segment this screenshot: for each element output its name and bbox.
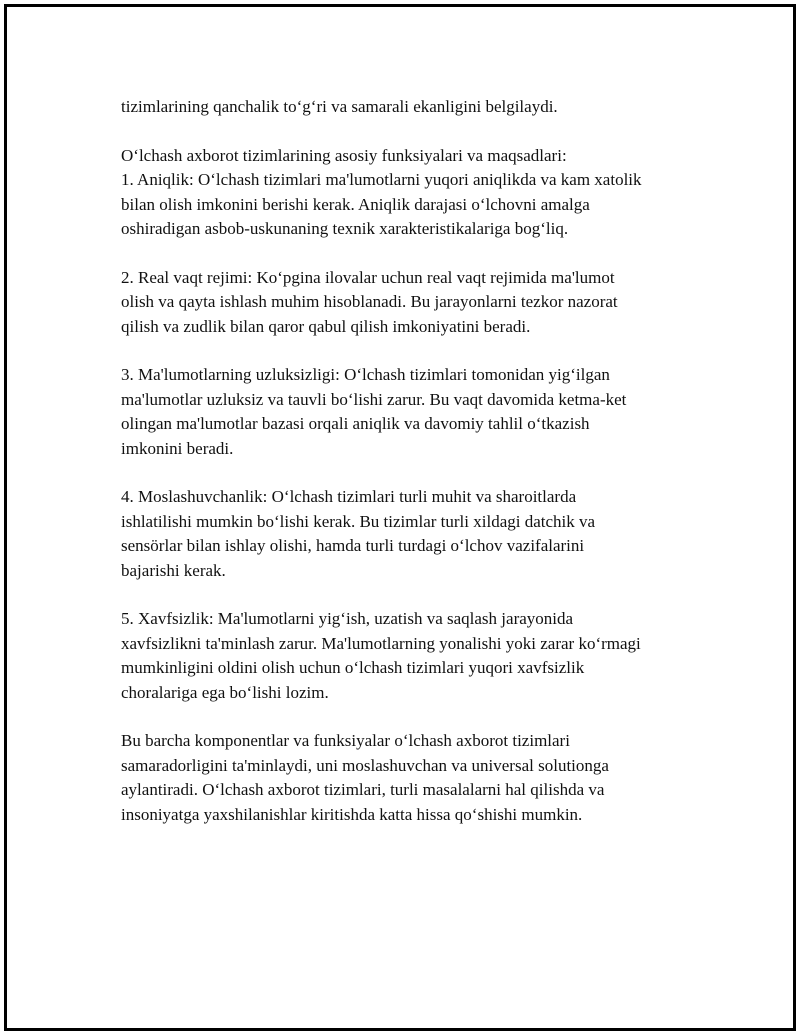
text-line: xavfsizlikni ta'minlash zarur. Ma'lumotlarning yonalishi yoki zarar ko‘rmagi [121,633,641,653]
page-frame [4,4,796,1031]
text-line: choralariga ega bo‘lishi lozim. [121,682,329,702]
paragraph-intro-continuation [121,95,711,119]
text-line: ishlatilishi mumkin bo‘lishi kerak. Bu tizimlar turli xildagi datchik va [121,511,596,531]
text-line: sensörlar bilan ishlay olishi, hamda turli turdagi o‘lchov vazifalarini [121,536,585,556]
text-line: olish va qayta ishlash muhim hisoblanadi. Bu jarayonlarni tezkor nazorat [121,292,618,312]
text-line: aylantiradi. O‘lchash axborot tizimlari, turli masalalarni hal qilishda va [121,780,605,800]
text-line: olingan ma'lumotlar bazasi orqali aniqlik va davomiy tahlil o‘tkazish [121,414,590,434]
text-line: 2. Real vaqt rejimi: Ko‘pgina ilovalar uchun real vaqt rejimida ma'lumot [121,267,615,287]
text-line: 5. Xavfsizlik: Ma'lumotlarni yig‘ish, uzatish va saqlash jarayonida [121,609,574,629]
paragraph-real-time [121,266,711,339]
text-line: bilan olish imkonini berishi kerak. Aniqlik darajasi o‘lchovni amalga [121,194,590,214]
text-line: qilish va zudlik bilan qaror qabul qilish imkoniyatini beradi. [121,316,531,336]
section-heading: O‘lchash axborot tizimlarining asosiy funksiyalari va maqsadlari: [121,145,567,165]
page-content [121,95,711,851]
paragraph-functions-heading-and-accuracy [121,144,711,242]
text-line: insoniyatga yaxshilanishlar kiritishda katta hissa qo‘shishi mumkin. [121,804,583,824]
text-line: 3. Ma'lumotlarning uzluksizligi: O‘lchash tizimlari tomonidan yig‘ilgan [121,365,610,385]
paragraph-flexibility [121,485,711,583]
text-line: 4. Moslashuvchanlik: O‘lchash tizimlari turli muhit va sharoitlarda [121,487,577,507]
paragraph-continuity [121,363,711,461]
paragraph-security [121,607,711,705]
text-line: tizimlarining qanchalik to‘g‘ri va samarali ekanligini belgilaydi. [121,97,558,116]
text-line: ma'lumotlar uzluksiz va tauvli bo‘lishi zarur. Bu vaqt davomida ketma-ket [121,389,627,409]
text-line: bajarishi kerak. [121,560,226,580]
paragraph-conclusion [121,729,711,827]
text-line: imkonini beradi. [121,438,234,458]
text-line: mumkinligini oldini olish uchun o‘lchash tizimlari yuqori xavfsizlik [121,658,585,678]
text-line: Bu barcha komponentlar va funksiyalar o‘lchash axborot tizimlari [121,731,570,751]
text-line: samaradorligini ta'minlaydi, uni moslashuvchan va universal solutionga [121,755,609,775]
text-line: 1. Aniqlik: O‘lchash tizimlari ma'lumotlarni yuqori aniqlikda va kam xatolik [121,170,642,190]
text-line: oshiradigan asbob-uskunaning texnik xarakteristikalariga bog‘liq. [121,219,569,239]
